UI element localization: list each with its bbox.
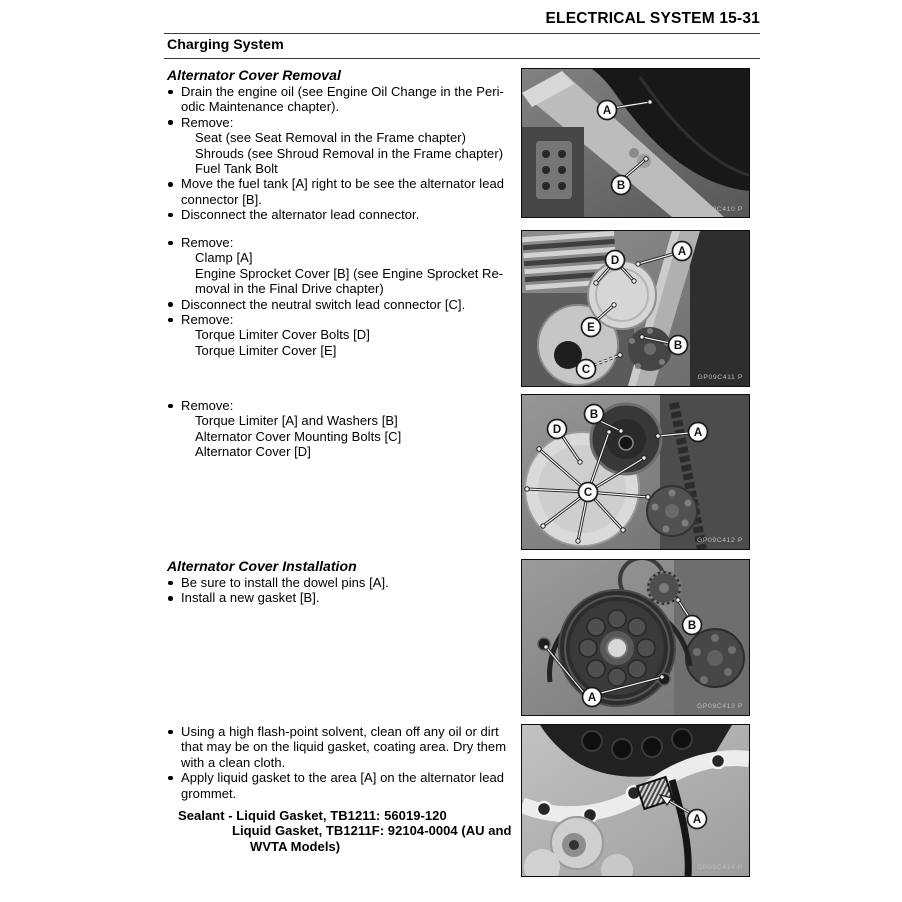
- photo-illustration: [522, 395, 749, 549]
- removal-heading: Alternator Cover Removal: [167, 67, 341, 83]
- photo-illustration: [522, 560, 749, 715]
- instruction-line: with a clean cloth.: [181, 754, 286, 770]
- photo-engine-sprocket-cover: [521, 230, 750, 387]
- instruction-line: Alternator Cover [D]: [195, 444, 311, 460]
- instruction-line: Be sure to install the dowel pins [A].: [164, 575, 516, 590]
- svg-text:E: E: [587, 322, 595, 334]
- photo-code: GP09C413 P: [696, 703, 743, 710]
- instruction-line: moval in the Final Drive chapter): [195, 281, 384, 297]
- svg-text:B: B: [616, 180, 626, 192]
- instruction-line: Remove:: [164, 115, 516, 130]
- photo-illustration: [522, 231, 749, 386]
- photo-fuel-tank: [521, 68, 750, 218]
- section-rule: [164, 58, 760, 59]
- photo-code: GP09C410 P: [696, 206, 743, 213]
- svg-text:A: A: [587, 692, 597, 704]
- header-rule: [164, 33, 760, 34]
- svg-text:B: B: [673, 340, 683, 352]
- svg-text:A: A: [692, 814, 702, 826]
- instruction-line: Torque Limiter [A] and Washers [B]: [195, 413, 398, 429]
- photo-alternator-cover-bolts: [521, 394, 750, 550]
- instruction-line: that may be on the liquid gasket, coating area. Dry them: [181, 739, 507, 755]
- installation-heading: Alternator Cover Installation: [167, 558, 357, 574]
- photo-code: GP09C411 P: [697, 374, 743, 381]
- instruction-line: Disconnect the alternator lead connector.: [164, 207, 516, 222]
- svg-text:D: D: [610, 255, 620, 267]
- photo-code: GP09C412 P: [696, 537, 743, 544]
- photo-lead-grommet: [521, 724, 750, 877]
- photo-illustration: [522, 725, 749, 876]
- sealant-spec-line: Liquid Gasket, TB1211F: 92104-0004 (AU and: [232, 823, 512, 839]
- photo-illustration: [522, 69, 749, 217]
- svg-text:B: B: [589, 409, 599, 421]
- installation-block: [164, 558, 516, 606]
- svg-text:A: A: [677, 246, 687, 258]
- photo-code: GP09C414 P: [696, 864, 743, 871]
- section-title: Charging System: [167, 37, 284, 53]
- instruction-line: Install a new gasket [B].: [164, 590, 516, 605]
- instruction-line: Alternator Cover Mounting Bolts [C]: [195, 428, 402, 444]
- instruction-line: Remove:: [164, 235, 516, 250]
- instruction-line: Fuel Tank Bolt: [195, 161, 278, 177]
- instruction-line: connector [B].: [181, 191, 262, 207]
- instruction-line: Remove:: [164, 312, 516, 327]
- sealant-spec-line: WVTA Models): [250, 838, 341, 854]
- svg-text:C: C: [583, 487, 593, 499]
- sprocket-cover-block: [164, 235, 516, 358]
- svg-text:A: A: [693, 427, 703, 439]
- removal-block: [164, 67, 516, 223]
- torque-limiter-block: [164, 398, 516, 460]
- svg-text:B: B: [687, 620, 697, 632]
- instruction-line: grommet.: [181, 785, 237, 801]
- instruction-line: Move the fuel tank [A] right to be see the alternator lead: [164, 176, 516, 191]
- instruction-line: Torque Limiter Cover Bolts [D]: [195, 327, 370, 343]
- svg-text:C: C: [581, 364, 591, 376]
- instruction-line: Shrouds (see Shroud Removal in the Frame chapter): [195, 145, 504, 161]
- photo-flywheel: [521, 559, 750, 716]
- svg-text:D: D: [552, 424, 562, 436]
- page-header-title: ELECTRICAL SYSTEM 15-31: [545, 10, 760, 27]
- instruction-line: Engine Sprocket Cover [B] (see Engine Sprocket Re-: [195, 265, 504, 281]
- instruction-line: Using a high flash-point solvent, clean off any oil or dirt: [164, 724, 516, 739]
- instruction-line: Clamp [A]: [195, 250, 253, 266]
- instruction-line: Torque Limiter Cover [E]: [195, 342, 337, 358]
- instruction-line: Remove:: [164, 398, 516, 413]
- instruction-line: Drain the engine oil (see Engine Oil Change in the Peri-: [164, 84, 516, 99]
- instruction-line: Seat (see Seat Removal in the Frame chapter): [195, 130, 466, 146]
- instruction-line: Disconnect the neutral switch lead connector [C].: [164, 297, 516, 312]
- instruction-line: odic Maintenance chapter).: [181, 99, 340, 115]
- svg-text:A: A: [602, 105, 612, 117]
- sealant-spec-line: Sealant - Liquid Gasket, TB1211: 56019-120: [178, 808, 447, 824]
- liquid-gasket-block: [164, 724, 516, 854]
- instruction-line: Apply liquid gasket to the area [A] on the alternator lead: [164, 770, 516, 785]
